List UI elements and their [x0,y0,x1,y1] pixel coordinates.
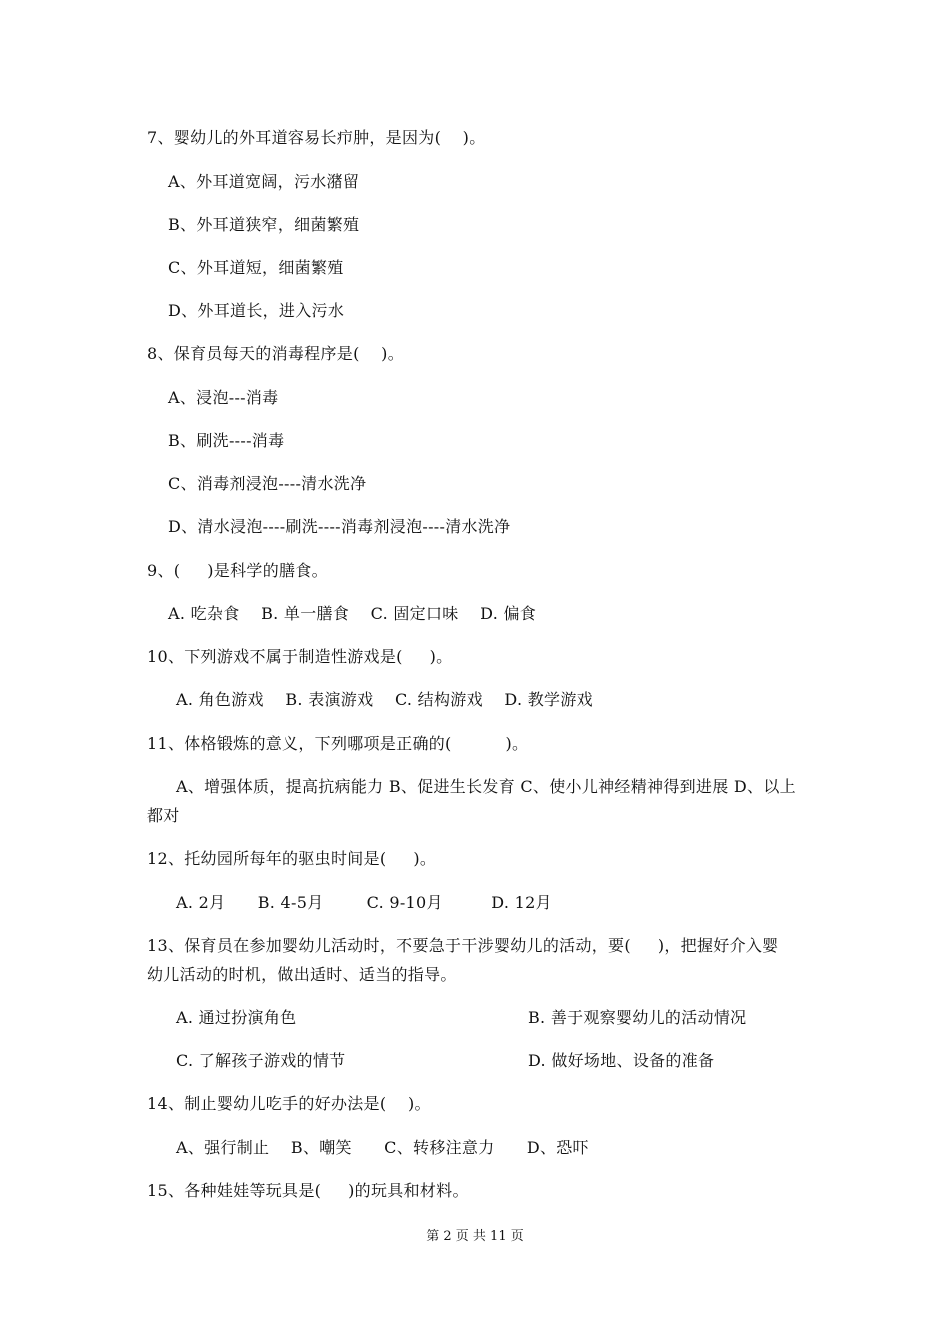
question-10-stem: 10、下列游戏不属于制造性游戏是( )。 [147,647,453,666]
question-15-stem: 15、各种娃娃等玩具是( )的玩具和材料。 [147,1181,469,1200]
question-13-option-c: C. 了解孩子游戏的情节 [176,1051,346,1070]
question-8-option-d: D、清水浸泡----刷洗----消毒剂浸泡----清水洗净 [168,517,511,536]
question-13-stem-line1: 13、保育员在参加婴幼儿活动时，不要急于干涉婴幼儿的活动，要( )，把握好介入婴 [147,936,779,955]
question-13-option-d: D. 做好场地、设备的准备 [528,1051,715,1070]
question-13-stem-line2: 幼儿活动的时机，做出适时、适当的指导。 [147,965,457,984]
question-13-option-a: A. 通过扮演角色 [176,1008,297,1027]
question-9-stem: 9、( )是科学的膳食。 [147,561,328,580]
question-9-options: A. 吃杂食 B. 单一膳食 C. 固定口味 D. 偏食 [168,604,537,623]
question-10-options: A. 角色游戏 B. 表演游戏 C. 结构游戏 D. 教学游戏 [176,690,593,709]
question-13-option-b: B. 善于观察婴幼儿的活动情况 [528,1008,747,1027]
question-7-option-d: D、外耳道长，进入污水 [168,301,345,320]
question-14-options: A、强行制止 B、嘲笑 C、转移注意力 D、恐吓 [176,1138,589,1157]
question-7-option-a: A、外耳道宽阔，污水潴留 [168,172,360,191]
question-11-options-line1: A、增强体质，提高抗病能力 B、促进生长发育 C、使小儿神经精神得到进展 D、以上 [176,777,796,796]
question-11-stem: 11、体格锻炼的意义，下列哪项是正确的( )。 [147,734,529,753]
page-number-footer: 第 2 页 共 11 页 [426,1229,524,1244]
question-12-options: A. 2月 B. 4-5月 C. 9-10月 D. 12月 [176,893,552,912]
question-7-option-b: B、外耳道狭窄，细菌繁殖 [168,215,360,234]
question-14-stem: 14、制止婴幼儿吃手的好办法是( )。 [147,1094,431,1113]
question-11-options-line2: 都对 [147,806,180,825]
question-8-stem: 8、保育员每天的消毒程序是( )。 [147,344,405,363]
question-7-stem: 7、婴幼儿的外耳道容易长疖肿，是因为( )。 [147,128,486,147]
question-7-option-c: C、外耳道短，细菌繁殖 [168,258,344,277]
question-12-stem: 12、托幼园所每年的驱虫时间是( )。 [147,849,437,868]
question-8-option-a: A、浸泡---消毒 [168,388,279,407]
question-8-option-b: B、刷洗----消毒 [168,431,285,450]
question-8-option-c: C、消毒剂浸泡----清水洗净 [168,474,367,493]
